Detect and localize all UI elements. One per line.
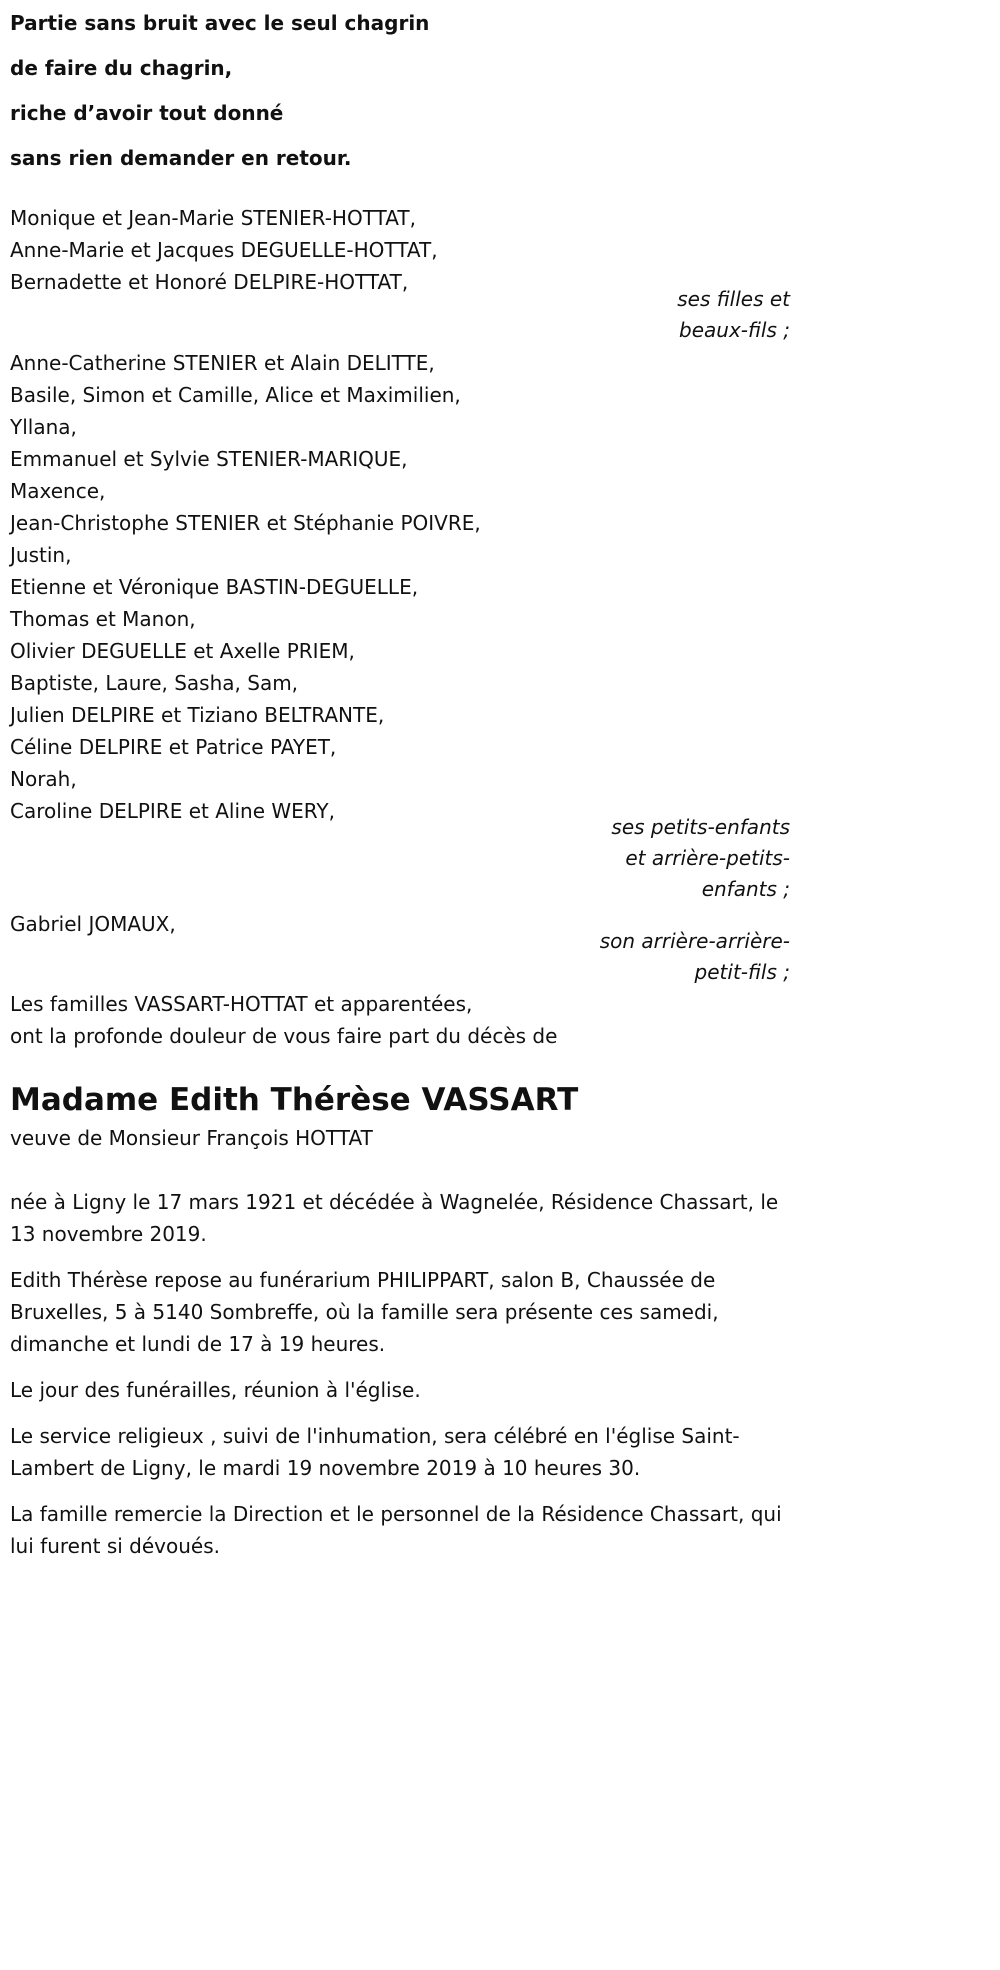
funerarium-paragraph: Edith Thérèse repose au funérarium PHILIPPART, salon B, Chaussée de Bruxelles, 5 à 5140 Sombreffe, où la famille sera présente ces samedi, dimanche et lundi de 17 à 19 heures. <box>10 1268 719 1356</box>
family-member-line: Caroline DELPIRE et Aline WERY, <box>10 799 335 823</box>
deceased-subtitle: veuve de Monsieur François HOTTAT <box>10 1126 373 1150</box>
announcement-line: ont la profonde douleur de vous faire part du décès de <box>10 1024 558 1048</box>
poem <box>10 8 429 188</box>
relation-line: et arrière-petits- <box>625 846 790 870</box>
birth-death-paragraph: née à Ligny le 17 mars 1921 et décédée à Wagnelée, Résidence Chassart, le 13 novembre 2019. <box>10 1190 779 1246</box>
announcement-line: Les familles VASSART-HOTTAT et apparentées, <box>10 992 473 1016</box>
details-paragraphs <box>10 1186 790 1562</box>
family-member-line: Emmanuel et Sylvie STENIER-MARIQUE, <box>10 447 408 471</box>
family-member-line: Céline DELPIRE et Patrice PAYET, <box>10 735 337 759</box>
grandchildren-relation <box>10 812 790 905</box>
family-member-line: Monique et Jean-Marie STENIER-HOTTAT, <box>10 206 416 230</box>
family-member-line: Julien DELPIRE et Tiziano BELTRANTE, <box>10 703 385 727</box>
family-member-line: Justin, <box>10 543 72 567</box>
relation-line: beaux-fils ; <box>679 318 790 342</box>
family-member-line: Thomas et Manon, <box>10 607 196 631</box>
family-member-line: Anne-Marie et Jacques DEGUELLE-HOTTAT, <box>10 238 438 262</box>
family-member-line: Olivier DEGUELLE et Axelle PRIEM, <box>10 639 355 663</box>
family-member-line: Bernadette et Honoré DELPIRE-HOTTAT, <box>10 270 409 294</box>
deceased-name: Madame Edith Thérèse VASSART <box>10 1082 579 1118</box>
family-member-line: Gabriel JOMAUX, <box>10 912 176 936</box>
relation-line: petit-fils ; <box>694 960 790 984</box>
family-member-line: Basile, Simon et Camille, Alice et Maximilien, <box>10 383 461 407</box>
poem-line: sans rien demander en retour. <box>10 146 352 170</box>
relation-line: son arrière-arrière- <box>599 929 790 953</box>
family-member-line: Yllana, <box>10 415 77 439</box>
daughters-relation <box>10 284 790 346</box>
relation-line: enfants ; <box>701 877 790 901</box>
poem-line: Partie sans bruit avec le seul chagrin <box>10 11 430 35</box>
grandchildren-list <box>10 347 790 827</box>
family-member-line: Etienne et Véronique BASTIN-DEGUELLE, <box>10 575 419 599</box>
relation-line: ses petits-enfants <box>611 815 790 839</box>
great-great-grandchild-relation <box>10 926 790 988</box>
meeting-paragraph: Le jour des funérailles, réunion à l'église. <box>10 1378 421 1402</box>
family-member-line: Norah, <box>10 767 77 791</box>
family-member-line: Anne-Catherine STENIER et Alain DELITTE, <box>10 351 435 375</box>
deceased-block <box>10 1080 790 1154</box>
families-announcement <box>10 988 790 1052</box>
thanks-paragraph: La famille remercie la Direction et le personnel de la Résidence Chassart, qui lui furent si dévoués. <box>10 1502 782 1558</box>
family-member-line: Maxence, <box>10 479 106 503</box>
family-member-line: Jean-Christophe STENIER et Stéphanie POIVRE, <box>10 511 481 535</box>
family-member-line: Baptiste, Laure, Sasha, Sam, <box>10 671 299 695</box>
poem-line: riche d’avoir tout donné <box>10 101 284 125</box>
poem-line: de faire du chagrin, <box>10 56 233 80</box>
service-paragraph: Le service religieux , suivi de l'inhumation, sera célébré en l'église Saint-Lambert de Ligny, le mardi 19 novembre 2019 à 10 heures 30. <box>10 1424 740 1480</box>
relation-line: ses filles et <box>677 287 790 311</box>
